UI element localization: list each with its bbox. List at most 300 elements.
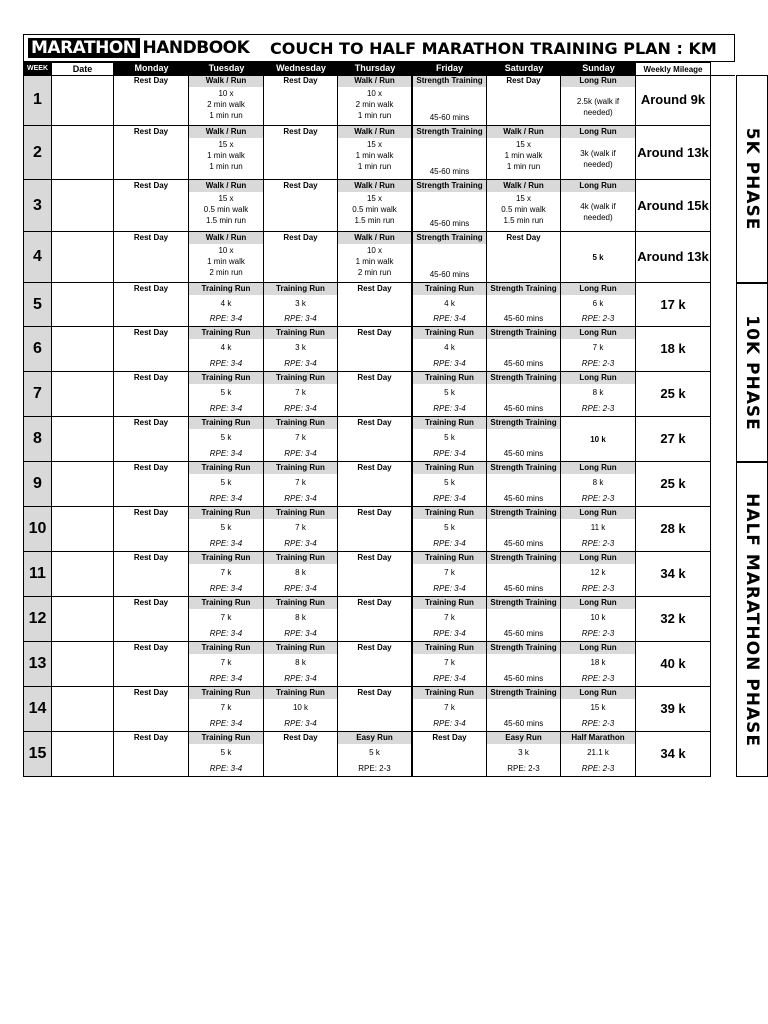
- weekly-mileage-value: Around 13k: [636, 126, 711, 180]
- day-cell-monday: [114, 462, 189, 507]
- activity-label: Training Run: [189, 283, 263, 295]
- day-cell-wednesday: [264, 232, 338, 283]
- activity-detail: 4k (walk if: [580, 202, 616, 211]
- rpe-text: RPE: 3-4: [433, 719, 466, 728]
- date-cell[interactable]: [52, 372, 114, 417]
- week-number: 2: [23, 126, 52, 180]
- activity-detail: 5 k: [444, 388, 455, 397]
- day-cell-wednesday: [264, 327, 338, 372]
- activity-label: Rest Day: [133, 688, 169, 697]
- activity-label: Training Run: [413, 687, 486, 699]
- rpe-text: RPE: 3-4: [284, 359, 317, 368]
- plan-header: [23, 34, 735, 62]
- rpe-text: RPE: 3-4: [209, 359, 243, 368]
- activity-detail: 7 k: [444, 568, 455, 577]
- day-cell-friday: [412, 507, 487, 552]
- activity-label: Rest Day: [357, 508, 392, 517]
- activity-detail: 7 k: [592, 343, 604, 352]
- activity-label: Strength Training: [413, 180, 486, 192]
- activity-label: Rest Day: [133, 181, 169, 190]
- activity-detail: 10 k: [590, 435, 606, 444]
- activity-detail: 5 k: [220, 388, 232, 397]
- day-cell-sunday: [561, 597, 636, 642]
- day-cell-friday: [412, 417, 487, 462]
- activity-label: Rest Day: [133, 643, 169, 652]
- rpe-text: RPE: 2-3: [581, 719, 615, 728]
- rpe-text: RPE: 3-4: [433, 314, 466, 323]
- page-title: COUCH TO HALF MARATHON TRAINING PLAN : KM: [270, 39, 717, 58]
- weekly-mileage-value: 34 k: [636, 732, 711, 777]
- day-cell-wednesday: [264, 732, 338, 777]
- activity-detail: 0.5 min walk: [203, 205, 249, 214]
- week-number: 11: [23, 552, 52, 597]
- activity-detail: 8 k: [592, 478, 604, 487]
- day-cell-tuesday: [189, 417, 264, 462]
- date-cell[interactable]: [52, 507, 114, 552]
- phase-label: 5K PHASE: [742, 127, 762, 231]
- phase-block: [736, 462, 768, 777]
- activity-label: Training Run: [413, 642, 486, 654]
- day-cell-monday: [114, 232, 189, 283]
- activity-label: Training Run: [413, 597, 486, 609]
- rpe-text: RPE: 3-4: [433, 404, 466, 413]
- activity-label: Rest Day: [283, 733, 318, 742]
- weekly-mileage-value: Around 15k: [636, 180, 711, 232]
- week-number: 10: [23, 507, 52, 552]
- activity-label: Walk / Run: [487, 126, 560, 138]
- date-cell[interactable]: [52, 327, 114, 372]
- rpe-text: RPE: 3-4: [284, 494, 317, 503]
- day-cell-monday: [114, 126, 189, 180]
- activity-detail: 5 k: [444, 433, 455, 442]
- activity-label: Half Marathon: [561, 732, 635, 744]
- date-cell[interactable]: [52, 687, 114, 732]
- day-cell-thursday: [338, 687, 412, 732]
- day-cell-saturday: [487, 417, 561, 462]
- activity-detail: 7 k: [295, 523, 306, 532]
- day-cell-monday: [114, 597, 189, 642]
- activity-label: Rest Day: [506, 76, 541, 85]
- activity-detail: 45-60 mins: [503, 584, 544, 593]
- day-cell-tuesday: [189, 327, 264, 372]
- rpe-text: RPE: 3-4: [209, 674, 243, 683]
- rpe-text: RPE: 3-4: [284, 719, 317, 728]
- activity-label: Strength Training: [487, 327, 560, 339]
- activity-detail: 10 x: [218, 89, 234, 98]
- activity-detail: 45-60 mins: [503, 719, 544, 728]
- activity-label: Training Run: [413, 283, 486, 295]
- weekly-mileage-value: 28 k: [636, 507, 711, 552]
- day-cell-saturday: [487, 732, 561, 777]
- day-cell-thursday: [338, 552, 412, 597]
- week-number: 5: [23, 283, 52, 327]
- rpe-text: RPE: 2-3: [581, 584, 615, 593]
- activity-detail: needed): [583, 160, 613, 169]
- activity-detail: 15 x: [218, 140, 234, 149]
- rpe-text: RPE: 3-4: [284, 539, 317, 548]
- day-cell-friday: [412, 732, 487, 777]
- day-cell-tuesday: [189, 552, 264, 597]
- activity-label: Rest Day: [283, 127, 318, 136]
- activity-detail: 10 x: [218, 246, 234, 255]
- day-cell-wednesday: [264, 180, 338, 232]
- activity-detail: 45-60 mins: [503, 629, 544, 638]
- day-cell-saturday: [487, 232, 561, 283]
- activity-label: Rest Day: [506, 233, 541, 242]
- activity-label: Training Run: [189, 732, 263, 744]
- rpe-text: RPE: 3-4: [433, 539, 466, 548]
- day-cell-tuesday: [189, 507, 264, 552]
- weekly-mileage-value: 25 k: [636, 462, 711, 507]
- activity-detail: 45-60 mins: [503, 494, 544, 503]
- activity-detail: 8 k: [592, 388, 604, 397]
- day-cell-wednesday: [264, 507, 338, 552]
- week-number: 1: [23, 75, 52, 126]
- activity-label: Rest Day: [283, 76, 318, 85]
- activity-detail: 1.5 min run: [503, 216, 544, 225]
- activity-detail: 15 k: [590, 703, 606, 712]
- date-cell[interactable]: [52, 417, 114, 462]
- day-cell-tuesday: [189, 126, 264, 180]
- activity-detail: 21.1 k: [587, 748, 609, 757]
- day-cell-saturday: [487, 462, 561, 507]
- day-cell-thursday: [338, 180, 412, 232]
- activity-label: Long Run: [561, 597, 635, 609]
- rpe-text: RPE: 3-4: [209, 539, 243, 548]
- activity-label: Training Run: [264, 372, 337, 384]
- day-cell-monday: [114, 75, 189, 126]
- activity-detail: 2 min walk: [207, 100, 245, 109]
- date-cell[interactable]: [52, 732, 114, 777]
- activity-detail: 5 k: [220, 523, 232, 532]
- week-number: 9: [23, 462, 52, 507]
- day-cell-tuesday: [189, 180, 264, 232]
- activity-label: Strength Training: [487, 372, 560, 384]
- day-cell-saturday: [487, 597, 561, 642]
- date-cell[interactable]: [52, 232, 114, 283]
- day-cell-friday: [412, 126, 487, 180]
- day-cell-sunday: [561, 462, 636, 507]
- rpe-text: RPE: 3-4: [433, 584, 466, 593]
- activity-label: Rest Day: [133, 284, 169, 293]
- activity-detail: 11 k: [590, 523, 606, 532]
- day-cell-wednesday: [264, 462, 338, 507]
- activity-detail: 12 k: [590, 568, 606, 577]
- rpe-text: RPE: 3-4: [433, 494, 466, 503]
- date-cell[interactable]: [52, 462, 114, 507]
- rpe-text: RPE: 3-4: [284, 629, 317, 638]
- weekly-mileage-value: 18 k: [636, 327, 711, 372]
- activity-label: Walk / Run: [189, 180, 263, 192]
- day-cell-wednesday: [264, 417, 338, 462]
- date-cell[interactable]: [52, 642, 114, 687]
- activity-detail: 6 k: [592, 299, 604, 308]
- date-cell[interactable]: [52, 552, 114, 597]
- activity-label: Walk / Run: [338, 180, 411, 192]
- activity-detail: 1 min run: [209, 162, 243, 171]
- activity-detail: 1 min run: [357, 162, 392, 171]
- activity-label: Walk / Run: [189, 232, 263, 244]
- day-cell-saturday: [487, 372, 561, 417]
- day-cell-sunday: [561, 126, 636, 180]
- activity-label: Rest Day: [133, 233, 169, 242]
- activity-label: Training Run: [189, 417, 263, 429]
- activity-label: Strength Training: [413, 126, 486, 138]
- rpe-text: RPE: 3-4: [209, 449, 243, 458]
- activity-label: Walk / Run: [338, 232, 411, 244]
- activity-detail: 7 k: [295, 388, 306, 397]
- activity-detail: 45-60 mins: [429, 113, 470, 122]
- activity-label: Rest Day: [432, 733, 467, 742]
- day-cell-saturday: [487, 180, 561, 232]
- activity-label: Long Run: [561, 126, 635, 138]
- activity-detail: 15 x: [515, 194, 532, 203]
- activity-label: Long Run: [561, 642, 635, 654]
- activity-detail: 0.5 min walk: [501, 205, 546, 214]
- day-cell-monday: [114, 732, 189, 777]
- rpe-text: RPE: 2-3: [581, 764, 615, 773]
- activity-detail: 5 k: [444, 523, 455, 532]
- activity-detail: 2 min run: [357, 268, 392, 277]
- day-cell-saturday: [487, 126, 561, 180]
- activity-label: Easy Run: [338, 732, 411, 744]
- day-cell-friday: [412, 642, 487, 687]
- activity-label: Rest Day: [357, 373, 392, 382]
- date-cell[interactable]: [52, 75, 114, 126]
- day-cell-thursday: [338, 507, 412, 552]
- column-header-weekly-mileage: Weekly Mileage: [636, 62, 711, 75]
- week-number: 7: [23, 372, 52, 417]
- activity-label: Training Run: [413, 327, 486, 339]
- day-cell-tuesday: [189, 732, 264, 777]
- day-cell-wednesday: [264, 372, 338, 417]
- activity-label: Rest Day: [357, 598, 392, 607]
- activity-label: Walk / Run: [338, 75, 411, 87]
- activity-label: Long Run: [561, 507, 635, 519]
- day-cell-friday: [412, 75, 487, 126]
- activity-label: Training Run: [413, 552, 486, 564]
- day-cell-sunday: [561, 732, 636, 777]
- day-cell-thursday: [338, 232, 412, 283]
- day-cell-sunday: [561, 75, 636, 126]
- day-cell-thursday: [338, 462, 412, 507]
- activity-label: Long Run: [561, 552, 635, 564]
- day-cell-monday: [114, 283, 189, 327]
- week-number: 4: [23, 232, 52, 283]
- activity-detail: 7 k: [220, 658, 232, 667]
- activity-label: Rest Day: [283, 181, 318, 190]
- day-cell-thursday: [338, 283, 412, 327]
- day-cell-wednesday: [264, 126, 338, 180]
- day-cell-saturday: [487, 507, 561, 552]
- column-header-week: WEEK: [23, 62, 52, 75]
- activity-label: Long Run: [561, 462, 635, 474]
- activity-label: Rest Day: [357, 418, 392, 427]
- day-cell-thursday: [338, 126, 412, 180]
- activity-label: Rest Day: [133, 373, 169, 382]
- day-cell-thursday: [338, 75, 412, 126]
- day-cell-friday: [412, 283, 487, 327]
- activity-detail: 15 x: [366, 194, 383, 203]
- date-cell[interactable]: [52, 126, 114, 180]
- activity-label: Training Run: [189, 462, 263, 474]
- day-cell-sunday: [561, 283, 636, 327]
- activity-label: Walk / Run: [189, 75, 263, 87]
- column-header-sunday: Sunday: [561, 62, 636, 75]
- rpe-text: RPE: 2-3: [581, 359, 615, 368]
- rpe-text: RPE: 3-4: [209, 629, 243, 638]
- weekly-mileage-value: Around 13k: [636, 232, 711, 283]
- day-cell-monday: [114, 417, 189, 462]
- day-cell-sunday: [561, 417, 636, 462]
- marathon-handbook-logo: [28, 38, 252, 58]
- activity-detail: 18 k: [590, 658, 606, 667]
- day-cell-friday: [412, 372, 487, 417]
- activity-label: Walk / Run: [189, 126, 263, 138]
- activity-detail: 8 k: [295, 613, 306, 622]
- activity-label: Training Run: [413, 462, 486, 474]
- activity-label: Long Run: [561, 327, 635, 339]
- activity-label: Rest Day: [283, 233, 318, 242]
- phase-block: [736, 283, 768, 462]
- day-cell-saturday: [487, 642, 561, 687]
- phase-label: 10K PHASE: [742, 314, 762, 431]
- date-cell[interactable]: [52, 597, 114, 642]
- day-cell-sunday: [561, 552, 636, 597]
- activity-label: Rest Day: [133, 463, 169, 472]
- activity-detail: 7 k: [220, 613, 232, 622]
- activity-detail: 45-60 mins: [503, 359, 544, 368]
- activity-label: Training Run: [264, 462, 337, 474]
- activity-detail: 5 k: [220, 478, 232, 487]
- day-cell-thursday: [338, 732, 412, 777]
- activity-detail: 1 min run: [357, 111, 392, 120]
- column-header-tuesday: Tuesday: [189, 62, 264, 75]
- day-cell-friday: [412, 232, 487, 283]
- rpe-text: RPE: 3-4: [433, 449, 466, 458]
- phase-block: [736, 75, 768, 283]
- activity-label: Rest Day: [357, 328, 392, 337]
- activity-label: Long Run: [561, 372, 635, 384]
- weekly-mileage-value: 40 k: [636, 642, 711, 687]
- activity-label: Rest Day: [133, 553, 169, 562]
- day-cell-tuesday: [189, 462, 264, 507]
- day-cell-wednesday: [264, 75, 338, 126]
- activity-detail: 1.5 min run: [354, 216, 395, 225]
- weekly-mileage-value: 25 k: [636, 372, 711, 417]
- rpe-text: RPE: 2-3: [507, 764, 540, 773]
- activity-detail: needed): [583, 107, 613, 117]
- rpe-text: RPE: 3-4: [209, 764, 243, 773]
- activity-label: Training Run: [189, 552, 263, 564]
- day-cell-tuesday: [189, 232, 264, 283]
- day-cell-sunday: [561, 642, 636, 687]
- activity-label: Strength Training: [487, 417, 560, 429]
- rpe-text: RPE: 3-4: [284, 404, 317, 413]
- day-cell-sunday: [561, 507, 636, 552]
- day-cell-sunday: [561, 180, 636, 232]
- activity-detail: 7 k: [444, 658, 455, 667]
- logo-part-handbook: HANDBOOK: [142, 38, 250, 58]
- rpe-text: RPE: 3-4: [284, 314, 317, 323]
- day-cell-friday: [412, 552, 487, 597]
- activity-detail: 5 k: [220, 748, 232, 757]
- weekly-mileage-value: 34 k: [636, 552, 711, 597]
- activity-label: Rest Day: [133, 127, 169, 136]
- activity-detail: 45-60 mins: [429, 167, 470, 176]
- day-cell-saturday: [487, 552, 561, 597]
- day-cell-thursday: [338, 372, 412, 417]
- day-cell-sunday: [561, 327, 636, 372]
- activity-detail: 15 x: [218, 194, 234, 203]
- week-number: 15: [23, 732, 52, 777]
- rpe-text: RPE: 2-3: [581, 629, 615, 638]
- activity-detail: 1 min run: [209, 111, 243, 120]
- activity-detail: 1 min walk: [207, 257, 245, 266]
- week-number: 13: [23, 642, 52, 687]
- day-cell-thursday: [338, 642, 412, 687]
- rpe-text: RPE: 3-4: [209, 314, 243, 323]
- activity-label: Training Run: [189, 687, 263, 699]
- rpe-text: RPE: 2-3: [581, 494, 615, 503]
- day-cell-friday: [412, 327, 487, 372]
- rpe-text: RPE: 3-4: [433, 359, 466, 368]
- activity-detail: 7 k: [295, 433, 306, 442]
- activity-label: Strength Training: [487, 507, 560, 519]
- week-number: 14: [23, 687, 52, 732]
- activity-label: Strength Training: [487, 687, 560, 699]
- activity-label: Rest Day: [357, 284, 392, 293]
- day-cell-tuesday: [189, 372, 264, 417]
- activity-detail: 45-60 mins: [503, 674, 544, 683]
- week-number: 12: [23, 597, 52, 642]
- activity-label: Rest Day: [357, 643, 392, 652]
- activity-detail: 3k (walk if: [580, 149, 616, 158]
- activity-detail: 10 x: [366, 246, 383, 255]
- activity-detail: 10 k: [292, 703, 309, 712]
- day-cell-saturday: [487, 75, 561, 126]
- activity-detail: 4 k: [444, 343, 455, 352]
- activity-detail: 7 k: [444, 703, 455, 712]
- activity-label: Training Run: [264, 417, 337, 429]
- day-cell-tuesday: [189, 642, 264, 687]
- activity-detail: 45-60 mins: [503, 404, 544, 413]
- activity-label: Strength Training: [487, 597, 560, 609]
- activity-detail: 4 k: [220, 343, 232, 352]
- activity-detail: 10 x: [366, 89, 383, 98]
- activity-detail: 1 min walk: [207, 151, 245, 160]
- activity-label: Rest Day: [133, 733, 169, 742]
- day-cell-monday: [114, 552, 189, 597]
- rpe-text: RPE: 3-4: [209, 719, 243, 728]
- activity-label: Strength Training: [487, 283, 560, 295]
- weekly-mileage-value: 27 k: [636, 417, 711, 462]
- rpe-text: RPE: 3-4: [209, 494, 243, 503]
- activity-detail: 0.5 min walk: [352, 205, 397, 214]
- date-cell[interactable]: [52, 283, 114, 327]
- activity-detail: 15 x: [515, 140, 532, 149]
- activity-label: Strength Training: [413, 232, 486, 244]
- activity-detail: 1 min walk: [355, 257, 394, 266]
- column-header-date: Date: [52, 62, 114, 75]
- date-cell[interactable]: [52, 180, 114, 232]
- day-cell-friday: [412, 687, 487, 732]
- activity-detail: 2.5k (walk if: [576, 96, 620, 106]
- logo-part-marathon: MARATHON: [28, 38, 140, 58]
- rpe-text: RPE: 3-4: [209, 404, 243, 413]
- rpe-text: RPE: 2-3: [581, 674, 615, 683]
- activity-label: Training Run: [264, 642, 337, 654]
